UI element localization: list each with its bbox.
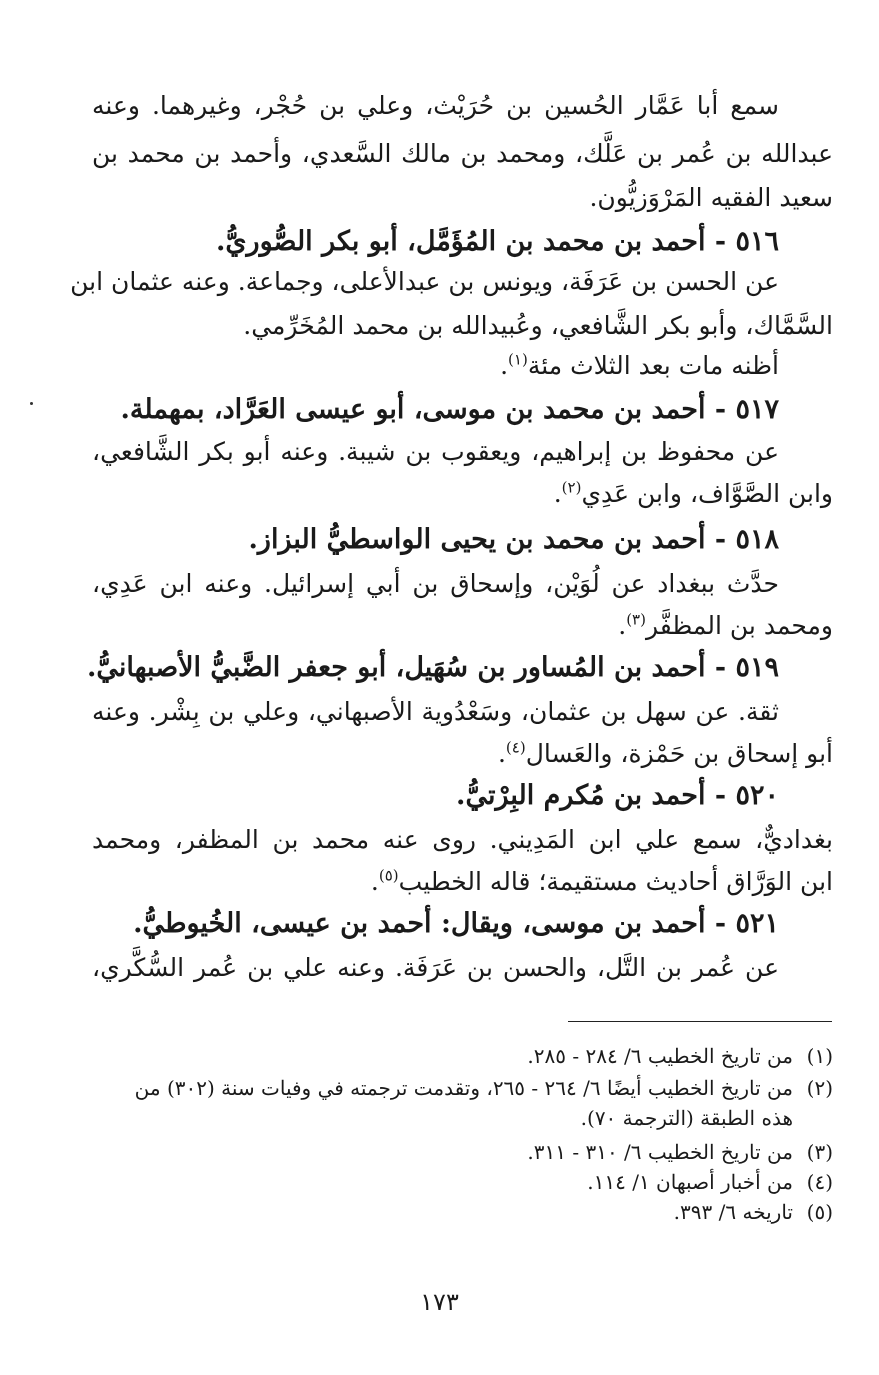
text-line: أظنه مات بعد الثلاث مئة$^{(١)}$. bbox=[500, 350, 779, 380]
footnote-number: (١) bbox=[806, 1044, 833, 1068]
entry-heading bbox=[456, 776, 779, 816]
entry-text: ومحمد بن المظفَّر bbox=[645, 611, 833, 640]
text-line: عن عُمر بن التَّل، والحسن بن عَرَفَة. وعنه علي بن عُمر السُّكَّري، bbox=[92, 953, 779, 982]
footnote-ref: (٢) bbox=[561, 478, 582, 497]
text-line: ومحمد بن المظفَّر$^{(٣)}$. bbox=[618, 610, 833, 640]
entry-title: أحمد بن محمد بن المُؤَمَّل، أبو بكر الصُّوريُّ. bbox=[216, 226, 706, 257]
entry-heading bbox=[87, 648, 779, 688]
entry-text: ابن الوَرَّاق أحاديث مستقيمة؛ قاله الخطيب bbox=[398, 867, 833, 896]
text-line: أبو إسحاق بن حَمْزة، والعَسال$^{(٤)}$. bbox=[497, 738, 833, 768]
footnote-continuation: هذه الطبقة (الترجمة ٧٠). bbox=[580, 1106, 793, 1130]
text-line: السَّمَّاك، وأبو بكر الشَّافعي، وعُبيدالله بن محمد المُخَرِّمي. bbox=[243, 311, 833, 340]
scan-speck bbox=[30, 402, 33, 405]
footnote-ref: (١) bbox=[508, 350, 528, 369]
footnote bbox=[90, 1168, 833, 1196]
footnote-number: (٣) bbox=[806, 1140, 833, 1164]
entry-number: ٥١٦ - bbox=[714, 226, 779, 257]
entry-heading bbox=[121, 390, 779, 430]
entry-note-text: أظنه مات بعد الثلاث مئة bbox=[527, 351, 779, 380]
entry-number: ٥١٩ - bbox=[714, 652, 779, 683]
text-line: سمع أبا عَمَّار الحُسين بن حُرَيْث، وعلي بن حُجْر، وغيرهما. وعنه bbox=[92, 91, 779, 120]
entry-heading bbox=[133, 904, 779, 944]
entry-title: أحمد بن محمد بن موسى، أبو عيسى العَرَّاد، بمهملة. bbox=[120, 394, 706, 425]
footnote-divider bbox=[568, 1021, 832, 1022]
text-line: ثقة. عن سهل بن عثمان، وسَعْدُوية الأصبهاني، وعلي بن بِشْر. وعنه bbox=[92, 697, 779, 726]
entry-number: ٥٢١ - bbox=[714, 908, 779, 939]
entry-title: أحمد بن محمد بن يحيى الواسطيُّ البزاز. bbox=[248, 524, 706, 555]
footnote bbox=[90, 1074, 833, 1102]
entry-text: أبو إسحاق بن حَمْزة، والعَسال bbox=[525, 739, 833, 768]
footnote bbox=[90, 1138, 833, 1166]
text-line: بغداديٌّ، سمع علي ابن المَدِيني. روى عنه محمد بن المظفر، ومحمد bbox=[92, 825, 833, 854]
footnote-ref: (٥) bbox=[378, 866, 399, 885]
text-line: عن الحسن بن عَرَفَة، ويونس بن عبدالأعلى، وجماعة. وعنه عثمان ابن bbox=[70, 267, 779, 296]
footnote-number: (٤) bbox=[806, 1170, 833, 1194]
footnote bbox=[90, 1042, 833, 1070]
footnote-text: تاريخه ٦/ ٣٩٣. bbox=[673, 1200, 793, 1224]
entry-text: وابن الصَّوَّاف، وابن عَدِي bbox=[581, 479, 833, 508]
entry-heading bbox=[249, 520, 779, 560]
text-line: عبدالله بن عُمر بن عَلَّك، ومحمد بن مالك السَّعدي، وأحمد بن محمد بن bbox=[92, 139, 833, 168]
footnote-number: (٥) bbox=[806, 1200, 833, 1224]
footnote-ref: (٤) bbox=[505, 738, 526, 757]
entry-title: أحمد بن المُساور بن سُهَيل، أبو جعفر الضَّبيُّ الأصبهانيُّ. bbox=[86, 652, 706, 683]
entry-number: ٥٢٠ - bbox=[714, 780, 779, 811]
footnote-ref: (٣) bbox=[626, 610, 646, 629]
footnote bbox=[90, 1198, 833, 1226]
entry-title: أحمد بن مُكرم البِرْتيُّ. bbox=[456, 780, 706, 811]
text-line: حدَّث ببغداد عن لُوَيْن، وإسحاق بن أبي إسرائيل. وعنه ابن عَدِي، bbox=[92, 569, 779, 598]
text-line: عن محفوظ بن إبراهيم، ويعقوب بن شيبة. وعنه أبو بكر الشَّافعي، bbox=[92, 437, 780, 466]
footnote-text: من تاريخ الخطيب ٦/ ٢٨٤ - ٢٨٥. bbox=[527, 1044, 793, 1068]
entry-heading bbox=[216, 222, 779, 262]
footnote-number: (٢) bbox=[806, 1076, 833, 1100]
entry-title: أحمد بن موسى، ويقال: أحمد بن عيسى، الخُيوطيُّ. bbox=[133, 908, 706, 939]
entry-number: ٥١٧ - bbox=[714, 394, 779, 425]
text-line: سعيد الفقيه المَرْوَزيُّون. bbox=[589, 183, 833, 212]
footnote-text: من تاريخ الخطيب ٦/ ٣١٠ - ٣١١. bbox=[527, 1140, 793, 1164]
footnote-text: من تاريخ الخطيب أيضًا ٦/ ٢٦٤ - ٢٦٥، وتقدمت ترجمته في وفيات سنة (٣٠٢) من bbox=[134, 1076, 793, 1100]
footnote-text: من أخبار أصبهان ١/ ١١٤. bbox=[587, 1170, 793, 1194]
text-line: وابن الصَّوَّاف، وابن عَدِي$^{(٢)}$. bbox=[553, 478, 833, 508]
page-number: ١٧٣ bbox=[420, 1288, 459, 1316]
text-line: ابن الوَرَّاق أحاديث مستقيمة؛ قاله الخطيب$^{(٥)}$. bbox=[370, 866, 833, 896]
entry-number: ٥١٨ - bbox=[714, 524, 779, 555]
